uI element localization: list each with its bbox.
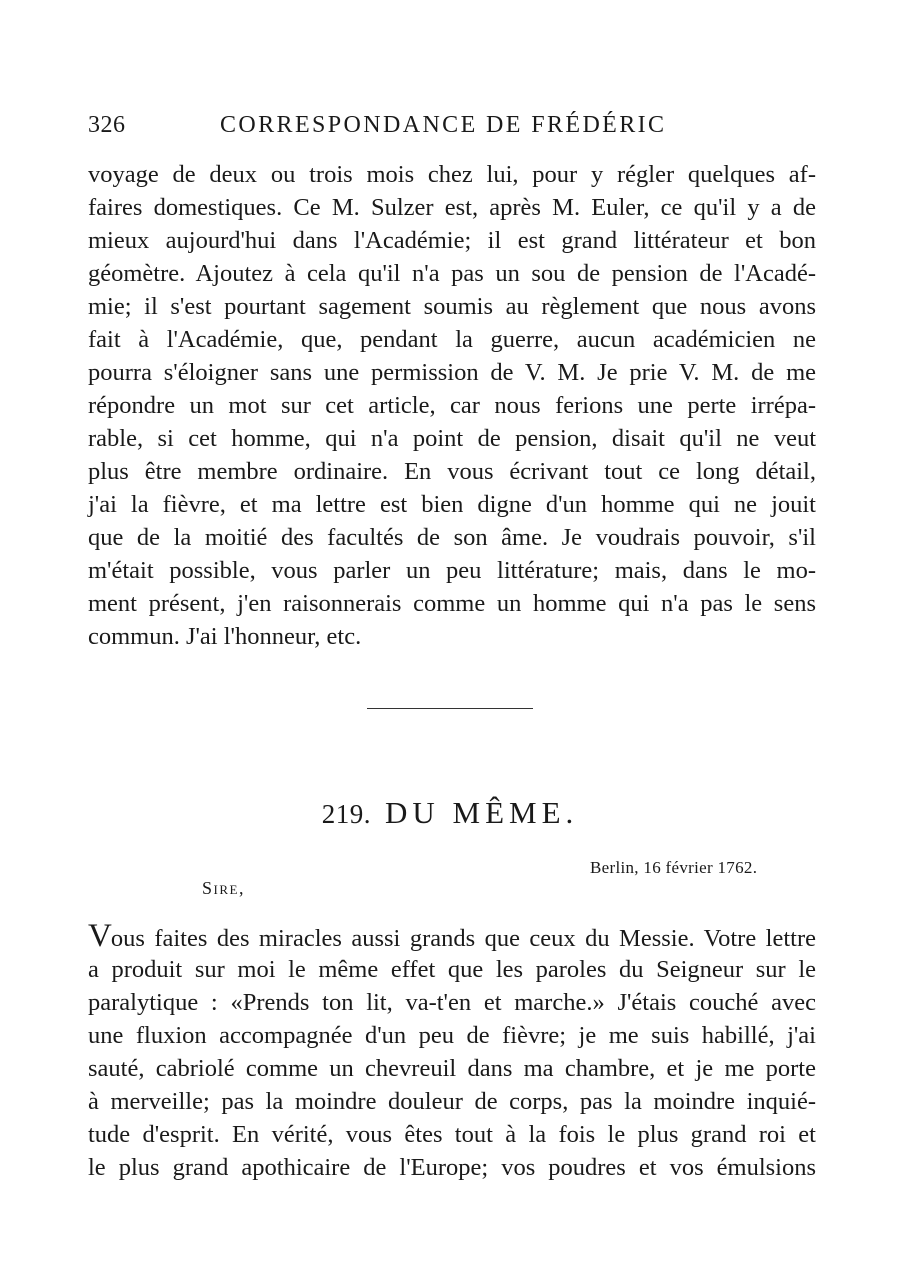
text-line: tude d'esprit. En vérité, vous êtes tout à la fois le plus grand roi et: [88, 1121, 816, 1148]
text-line: répondre un mot sur cet article, car nous ferions une perte irrépa-: [88, 392, 816, 419]
text-line: j'ai la fièvre, et ma lettre est bien digne d'un homme qui ne jouit: [88, 491, 816, 518]
text-line: à merveille; pas la moindre douleur de corps, pas la moindre inquié-: [88, 1088, 816, 1115]
text-line: sauté, cabriolé comme un chevreuil dans ma chambre, et je me porte: [88, 1055, 816, 1082]
text-line: le plus grand apothicaire de l'Europe; vos poudres et vos émulsions: [88, 1154, 816, 1181]
text-line: faires domestiques. Ce M. Sulzer est, après M. Euler, ce qu'il y a de: [88, 194, 816, 221]
first-line-text: ous faites des miracles aussi grands que ceux du Messie. Votre lettre: [110, 925, 816, 952]
page-number: 326: [88, 112, 126, 138]
text-line: fait à l'Académie, que, pendant la guerre, aucun académicien ne: [88, 326, 816, 353]
letter-dateline: Berlin, 16 février 1762.: [590, 858, 758, 877]
running-title: CORRESPONDANCE DE FRÉDÉRIC: [220, 112, 667, 138]
drop-cap: V: [88, 918, 111, 954]
text-line: une fluxion accompagnée d'un peu de fièvre; je me suis habillé, j'ai: [88, 1022, 816, 1049]
running-head: [88, 112, 828, 146]
section-divider: [367, 708, 533, 709]
text-line: rable, si cet homme, qui n'a point de pension, disait qu'il ne veut: [88, 425, 816, 452]
text-line: mie; il s'est pourtant sagement soumis au règlement que nous avons: [88, 293, 816, 320]
letter-title: DU MÊME.: [384, 795, 579, 830]
text-line: voyage de deux ou trois mois chez lui, pour y régler quelques af-: [88, 161, 816, 188]
text-line: pourra s'éloigner sans une permission de V. M. Je prie V. M. de me: [88, 359, 816, 386]
text-line: paralytique : «Prends ton lit, va-t'en et marche.» J'étais couché avec: [88, 989, 816, 1016]
text-line: géomètre. Ajoutez à cela qu'il n'a pas un sou de pension de l'Acadé-: [88, 260, 816, 287]
letter-number: 219.: [321, 799, 371, 829]
first-text-line: [88, 920, 816, 953]
text-line: que de la moitié des facultés de son âme. Je voudrais pouvoir, s'il: [88, 524, 816, 551]
text-line: mieux aujourd'hui dans l'Académie; il est grand littérateur et bon: [88, 227, 816, 254]
text-line: plus être membre ordinaire. En vous écrivant tout ce long détail,: [88, 458, 816, 485]
text-line: a produit sur moi le même effet que les paroles du Seigneur sur le: [88, 956, 816, 983]
letter-salutation: Sire,: [202, 878, 245, 898]
text-line: commun. J'ai l'honneur, etc.: [88, 623, 362, 650]
text-line: ment présent, j'en raisonnerais comme un homme qui n'a pas le sens: [88, 590, 816, 617]
text-line: m'était possible, vous parler un peu littérature; mais, dans le mo-: [88, 557, 816, 584]
letter-heading: [0, 795, 900, 831]
